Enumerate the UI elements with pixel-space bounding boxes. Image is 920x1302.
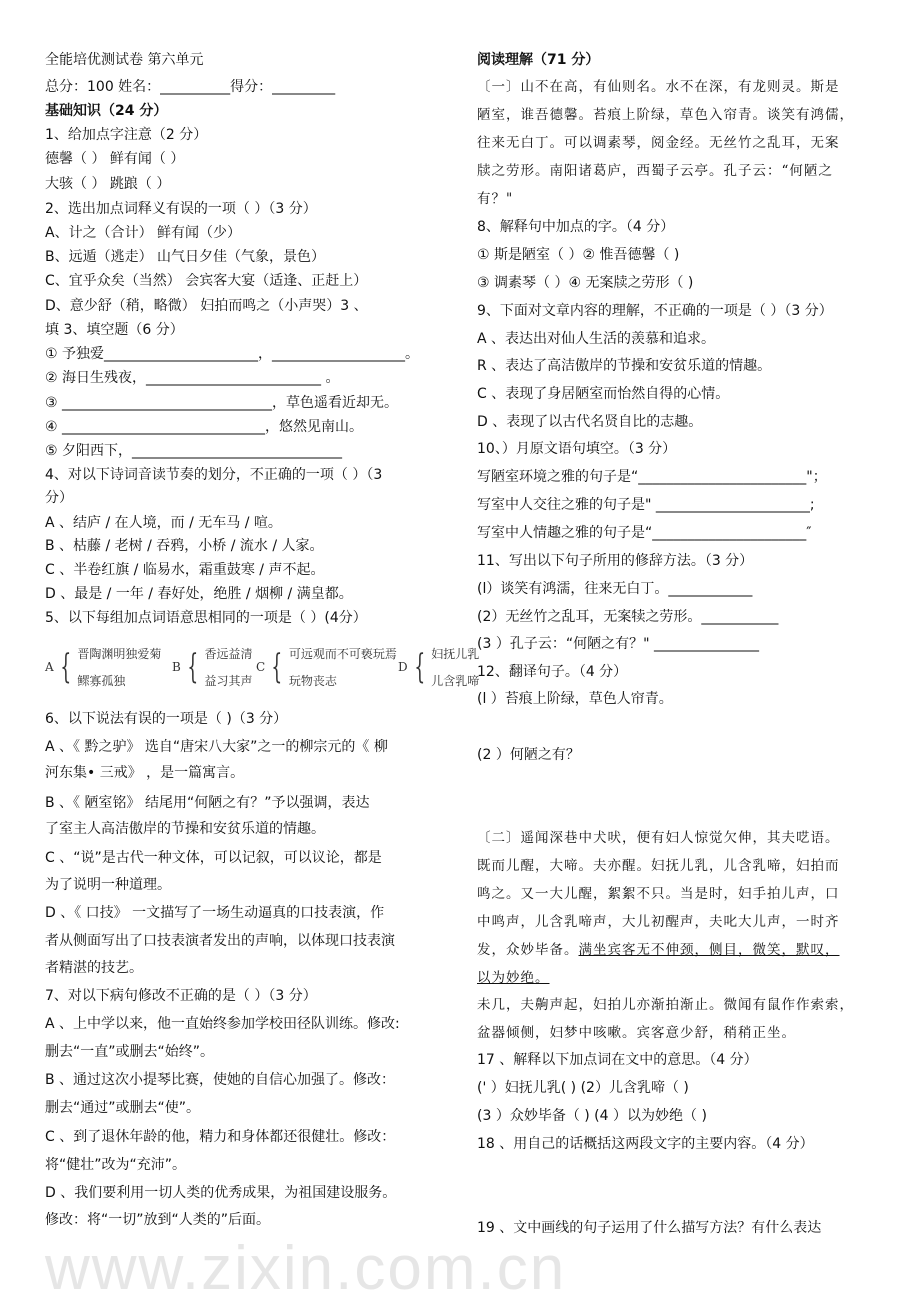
right-text-line: 写室中人交往之雅的句子是" ______________________; <box>477 497 815 513</box>
right-text-line: (l ）苔痕上阶绿，草色人帘青。 <box>477 691 673 707</box>
q5-option-a <box>45 645 161 689</box>
underlined-sentence: 以为妙绝。 <box>477 970 550 986</box>
right-text-line: (' ）妇抚儿乳( ) (2）儿含乳啼（ ) <box>477 1080 689 1096</box>
left-text-line: 了室主人高洁傲岸的节操和安贫乐道的情趣。 <box>45 821 325 837</box>
option-top: 香远益清 <box>204 647 253 661</box>
left-text-line: D、意少舒（稍，略微） 妇拍而鸣之（小声哭）3 、 <box>45 298 368 314</box>
left-text-line: 6、以下说法有误的一项是（ )（3 分） <box>45 711 288 727</box>
right-text-line: A 、表达出对仙人生活的羡慕和追求。 <box>477 331 716 347</box>
left-text-line: 分） <box>45 490 73 506</box>
left-text-line: ② 海日生残夜，_________________________ 。 <box>45 370 340 386</box>
left-text-line: 删去“一直”或删去“始终”。 <box>45 1044 215 1060</box>
option-top: 可远观而不可亵玩焉 <box>288 647 397 661</box>
q5-option-c <box>256 645 397 689</box>
left-text-line: 总分：100 姓名：__________得分：_________ <box>45 79 336 95</box>
right-text-line: 未几，夫齁声起，妇拍儿亦渐拍渐止。微闻有鼠作作索索， <box>477 997 854 1013</box>
right-text-line: 鸣之。又一大儿醒，絮絮不只。当是时，妇手拍儿声，口 <box>477 886 840 902</box>
left-text-line: 者从侧面写出了口技表演者发出的声响，以体现口技表演 <box>45 933 395 949</box>
right-text-line <box>477 940 840 960</box>
left-text-line: B、远遁（逃走） 山气日夕佳（气象，景色） <box>45 249 326 265</box>
right-text-line: 8、解释句中加点的字。（4 分） <box>477 219 675 235</box>
right-text-line: (3 ）孔子云：“何陋之有？" _______________ <box>477 636 759 652</box>
option-pair <box>289 645 397 689</box>
right-text-line: 写室中人情趣之雅的句子是“______________________″ <box>477 525 812 541</box>
left-text-line: A 、上中学以来，他一直始终参加学校田径队训练。修改: <box>45 1016 400 1032</box>
right-text-line: 阅读理解（71 分） <box>477 52 600 68</box>
right-text-line: (l）谈笑有鸿濡，往来无白丁。____________ <box>477 581 753 597</box>
underlined-sentence: 满坐宾客无不伸颈，侧目，微笑，默叹， <box>578 942 840 958</box>
watermark: www.zixin.com.cn <box>45 1234 567 1302</box>
right-text-line: 17 、解释以下加点词在文中的意思。（4 分） <box>477 1052 758 1068</box>
right-text-line: ① 斯是陋室（ ）② 惟吾德馨（ ) <box>477 247 680 263</box>
left-text-line: 7、对以下病句修改不正确的是（ ）（3 分） <box>45 988 317 1004</box>
left-text-line: ① 予独爱______________________，___________________。 <box>45 346 420 362</box>
left-text-line: C 、半卷红旗 / 临易水，霜重鼓寒 / 声不起。 <box>45 562 325 578</box>
right-text-line: 19 、文中画线的句子运用了什么描写方法？有什么表达 <box>477 1220 822 1236</box>
right-text-line: C 、表现了身居陋室而怡然自得的心情。 <box>477 386 730 402</box>
left-text-line: C 、到了退休年龄的他，精力和身体都还很健壮。修改： <box>45 1129 396 1145</box>
left-text-line: B 、枯藤 / 老树 / 吞鸦，小桥 / 流水 / 人家。 <box>45 538 324 554</box>
left-text-line: 基础知识（24 分） <box>45 103 168 119</box>
brace-icon: { <box>187 647 199 687</box>
option-letter: A <box>45 660 54 674</box>
option-pair <box>204 645 252 689</box>
option-letter: C <box>256 660 266 674</box>
right-text-line: 陋室，谁吾德馨。苔痕上阶绿，草色入帘青。谈笑有鸿儒， <box>477 107 854 123</box>
option-bottom: 儿含乳啼 <box>431 674 480 688</box>
left-text-line: ③ ______________________________，草色遥看近却无。 <box>45 395 399 411</box>
left-text-line: C、宜乎众矣（当然） 会宾客大宴（适逢、正赶上） <box>45 273 368 289</box>
right-text-line: 〔二〕遥闻深巷中犬吠，便有妇人惊觉欠伸，其夫呓语。 <box>477 830 840 846</box>
left-text-line: D 、最是 / 一年 / 春好处，绝胜 / 烟柳 / 满皇都。 <box>45 586 353 602</box>
option-top: 妇抚儿乳 <box>431 647 480 661</box>
right-text-line: 12、翻译句子。（4 分） <box>477 664 628 680</box>
brace-icon: { <box>414 647 425 687</box>
right-text-line: 〔一〕山不在高，有仙则名。水不在深，有龙则灵。斯是 <box>477 79 840 95</box>
option-pair <box>431 645 479 689</box>
left-text-line: B 、通过这次小提琴比赛，使她的自信心加强了。修改： <box>45 1072 396 1088</box>
left-text-line: A 、《 黔之驴》 选自“唐宋八大家”之一的柳宗元的《 柳 <box>45 739 388 755</box>
left-text-line: 将“健壮”改为“充沛”。 <box>45 1157 187 1173</box>
option-letter: B <box>172 660 181 674</box>
q5-option-d <box>398 645 479 689</box>
left-text-line: 全能培优测试卷 第六单元 <box>45 52 204 68</box>
left-text-line: 修改：将“一切”放到“人类的”后面。 <box>45 1212 271 1228</box>
left-text-line: 填 3、填空题（6 分） <box>45 322 184 338</box>
left-text-line: 2、选出加点词释义有误的一项（ ）（3 分） <box>45 201 317 217</box>
left-text-line: 5、以下每组加点词语意思相同的一项是（ ）(4分） <box>45 610 367 626</box>
left-text-line: 删去“通过”或删去“使”。 <box>45 1100 201 1116</box>
right-text-line: 既而儿醒，大啼。夫亦醒。妇抚儿乳，儿含乳啼，妇拍而 <box>477 858 840 874</box>
option-bottom: 鳏寡孤独 <box>77 674 126 688</box>
left-text-line: D 、《 口技》 一文描写了一场生动逼真的口技表演，作 <box>45 905 385 921</box>
left-text-line: 1、给加点字注意（2 分） <box>45 127 208 143</box>
left-text-line: 者精湛的技艺。 <box>45 960 143 976</box>
right-text-line: 10、）月原文语句填空。（3 分） <box>477 441 677 457</box>
right-text-line: (3 ）众妙毕备（ ) (4 ）以为妙绝（ ) <box>477 1108 707 1124</box>
left-text-line: ④ _____________________________，悠然见南山。 <box>45 419 364 435</box>
q5-option-b <box>172 645 252 689</box>
left-text-line: 大骇（ ） 跳踉（ ） <box>45 176 171 192</box>
option-bottom: 玩物丧志 <box>288 674 337 688</box>
right-text-line: (2）无丝竹之乱耳，无案犊之劳形。___________ <box>477 609 779 625</box>
right-text-line: (2 ）何陋之有？ <box>477 747 580 763</box>
left-text-line: C 、“说”是古代一种文体，可以记叙，可以议论，都是 <box>45 850 382 866</box>
left-text-line: 河东集• 三戒》 ，是一篇寓言。 <box>45 765 245 781</box>
left-text-line: A 、结庐 / 在人境，而 / 无车马 / 喧。 <box>45 515 282 531</box>
left-text-line: 4、对以下诗词音读节奏的划分，不正确的一项（ ）（3 <box>45 467 383 483</box>
passage-text: 发，众妙毕备。 <box>477 942 579 958</box>
left-text-line: 德馨（ ） 鲜有闻（ ） <box>45 151 185 167</box>
brace-icon: { <box>60 647 71 687</box>
right-text-line: 11、写出以下句子所用的修辞方法。（3 分） <box>477 553 754 569</box>
right-text-line: 18 、用自己的话概括这两段文字的主要内容。（4 分） <box>477 1136 814 1152</box>
right-text-line: 中鸣声，儿含乳啼声，大儿初醒声，夫叱大儿声，一时齐 <box>477 914 840 930</box>
right-text-line: 牍之劳形。南阳诸葛庐，西蜀子云亭。孔子云：“何陋之 <box>477 163 833 179</box>
right-text-line: 9、下面对文章内容的理解，不正确的一项是（ ）（3 分） <box>477 303 833 319</box>
right-text-line: 有？" <box>477 191 514 207</box>
left-text-line: D 、我们要利用一切人类的优秀成果，为祖国建设服务。 <box>45 1185 397 1201</box>
right-text-line: 盆器倾侧，妇梦中咳嗽。宾客意少舒，稍稍正坐。 <box>477 1025 796 1041</box>
right-text-line: R 、表达了高洁傲岸的节操和安贫乐道的情趣。 <box>477 358 772 374</box>
option-top: 晋陶渊明独爱菊 <box>77 647 162 661</box>
right-text-line: 写陋室环境之雅的句子是“________________________"； <box>477 469 827 485</box>
left-text-line: B 、《 陋室铭》 结尾用“何陋之有？”予以强调，表达 <box>45 795 370 811</box>
option-bottom: 益习其声 <box>204 674 253 688</box>
option-pair <box>77 645 161 689</box>
left-text-line: ⑤ 夕阳西下，______________________________ <box>45 443 343 459</box>
right-text-line: 往来无白丁。可以调素琴，阅金经。无丝竹之乱耳，无案 <box>477 135 840 151</box>
left-text-line: 为了说明一种道理。 <box>45 877 171 893</box>
option-letter: D <box>398 660 408 674</box>
brace-icon: { <box>271 647 283 687</box>
left-text-line: A、计之（合计） 鲜有闻（少） <box>45 225 242 241</box>
right-text-line: D 、表现了以古代名贤自比的志趣。 <box>477 414 703 430</box>
right-text-line: ③ 调素琴（ ）④ 无案牍之劳形（ ) <box>477 275 694 291</box>
right-text-line <box>477 968 550 988</box>
